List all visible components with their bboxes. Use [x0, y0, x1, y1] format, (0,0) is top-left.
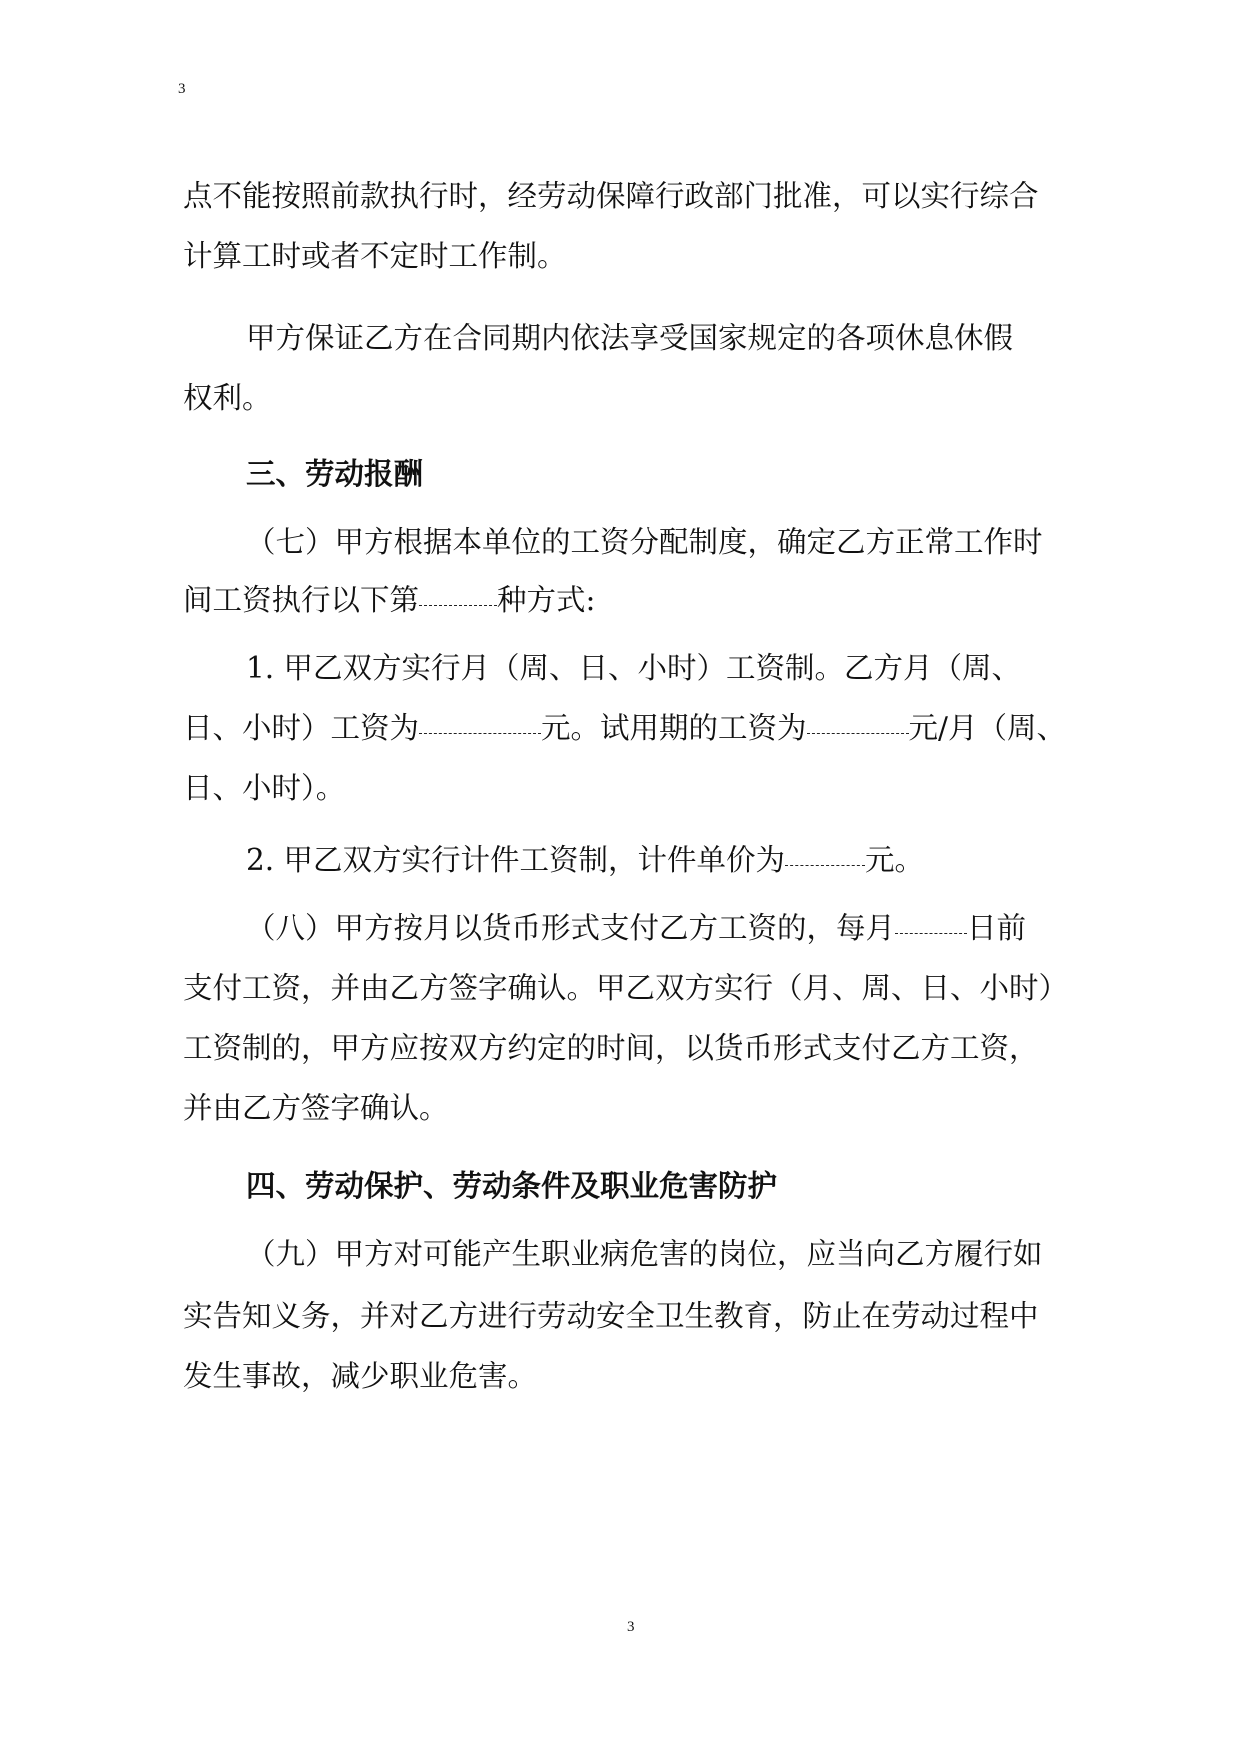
paragraph-line [246, 840, 924, 880]
paragraph-line: 甲方保证乙方在合同期内依法享受国家规定的各项休息休假 [246, 321, 1014, 355]
paragraph-line [183, 708, 1066, 748]
text-segment: 元。 [865, 843, 925, 877]
paragraph-line: （七）甲方根据本单位的工资分配制度，确定乙方正常工作时 [246, 525, 1043, 559]
header-page-number: 3 [178, 81, 186, 97]
fill-in-blank[interactable] [419, 732, 541, 734]
paragraph-line [183, 580, 595, 620]
paragraph-line: 发生事故，减少职业危害。 [183, 1359, 538, 1393]
paragraph-line: （九）甲方对可能产生职业病危害的岗位，应当向乙方履行如 [246, 1237, 1043, 1271]
paragraph-line: 权利。 [183, 381, 272, 415]
text-segment: 间工资执行以下第 [183, 583, 420, 617]
text-segment: 元/月（周、 [908, 711, 1066, 745]
text-segment: 日、小时）工资为 [183, 711, 420, 745]
text-segment: 2. 甲乙双方实行计件工资制，计件单价为 [246, 843, 786, 877]
paragraph-line: 并由乙方签字确认。 [183, 1091, 449, 1125]
paragraph-line: 日、小时）。 [183, 771, 346, 805]
text-segment: 日前 [967, 911, 1027, 945]
paragraph-line [246, 908, 1026, 948]
text-segment: 元。试用期的工资为 [541, 711, 807, 745]
section-heading-protection: 四、劳动保护、劳动条件及职业危害防护 [246, 1169, 778, 1203]
paragraph-line: 点不能按照前款执行时，经劳动保障行政部门批准，可以实行综合 [183, 179, 1039, 213]
text-segment: （八）甲方按月以货币形式支付乙方工资的，每月 [246, 911, 896, 945]
paragraph-line: 1. 甲乙双方实行月（周、日、小时）工资制。乙方月（周、 [246, 651, 1022, 685]
paragraph-line: 实告知义务，并对乙方进行劳动安全卫生教育，防止在劳动过程中 [183, 1299, 1039, 1333]
footer-page-number: 3 [627, 1619, 635, 1635]
fill-in-blank[interactable] [785, 864, 865, 866]
fill-in-blank[interactable] [419, 604, 497, 606]
fill-in-blank[interactable] [895, 932, 967, 934]
paragraph-line: 计算工时或者不定时工作制。 [183, 239, 567, 273]
text-segment: 种方式: [497, 583, 596, 617]
paragraph-line: 支付工资，并由乙方签字确认。甲乙双方实行（月、周、日、小时） [183, 971, 1069, 1005]
fill-in-blank[interactable] [807, 732, 909, 734]
section-heading-remuneration: 三、劳动报酬 [246, 457, 424, 491]
paragraph-line: 工资制的，甲方应按双方约定的时间，以货币形式支付乙方工资， [183, 1031, 1039, 1065]
